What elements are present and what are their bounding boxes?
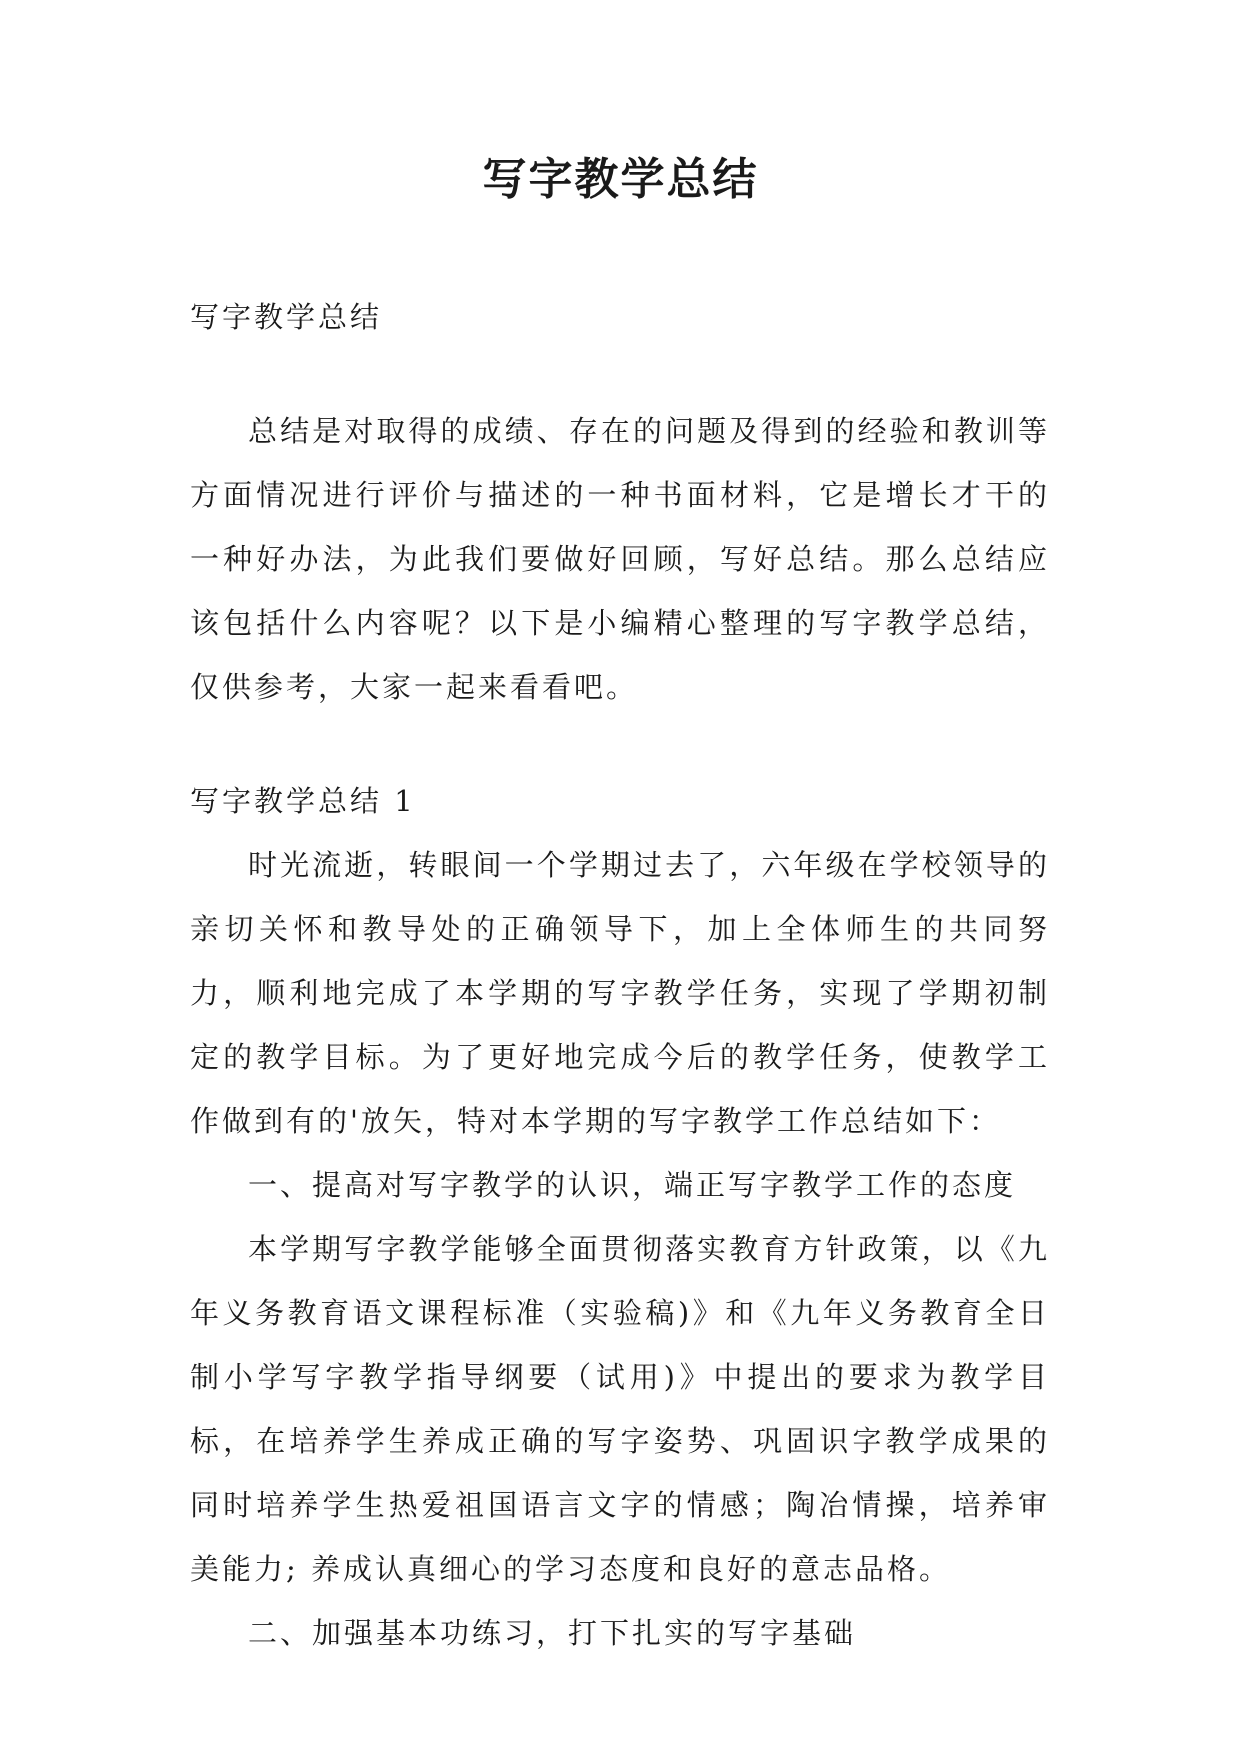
document-subtitle: 写字教学总结	[190, 300, 383, 334]
subsection-heading: 一、提高对写字教学的认识，端正写字教学工作的态度	[248, 1168, 1017, 1202]
body-paragraph: 本学期写字教学能够全面贯彻落实教育方针政策，以《九年义务教育语文课程标准（实验稿)》和《九年义务教育全日制小学写字教学指导纲要（试用)》中提出的要求为教学目标，在培养学生养成正确的写字姿势、巩固识字教学成果的同时培养学生热爱祖国语言文字的情感；陶冶情操，培养审美能力; 养成认真细心的学习态度和良好的意志品格。	[190, 1232, 1050, 1586]
subsection-heading: 二、加强基本功练习，打下扎实的写字基础	[248, 1616, 857, 1650]
body-paragraph: 时光流逝，转眼间一个学期过去了，六年级在学校领导的亲切关怀和教导处的正确领导下，加上全体师生的共同努力，顺利地完成了本学期的写字教学任务，实现了学期初制定的教学目标。为了更好地完成今后的教学任务，使教学工作做到有的'放矢，特对本学期的写字教学工作总结如下：	[190, 848, 1050, 1138]
document-title: 写字教学总结	[482, 154, 759, 205]
spacer	[190, 719, 1050, 769]
spacer	[190, 349, 1050, 399]
intro-paragraph: 总结是对取得的成绩、存在的问题及得到的经验和教训等方面情况进行评价与描述的一种书面材料，它是增长才干的一种好办法，为此我们要做好回顾，写好总结。那么总结应该包括什么内容呢？以下是小编精心整理的写字教学总结，仅供参考，大家一起来看看吧。	[190, 414, 1050, 704]
document-body	[190, 285, 1050, 1665]
section-heading: 写字教学总结 1	[190, 784, 416, 818]
